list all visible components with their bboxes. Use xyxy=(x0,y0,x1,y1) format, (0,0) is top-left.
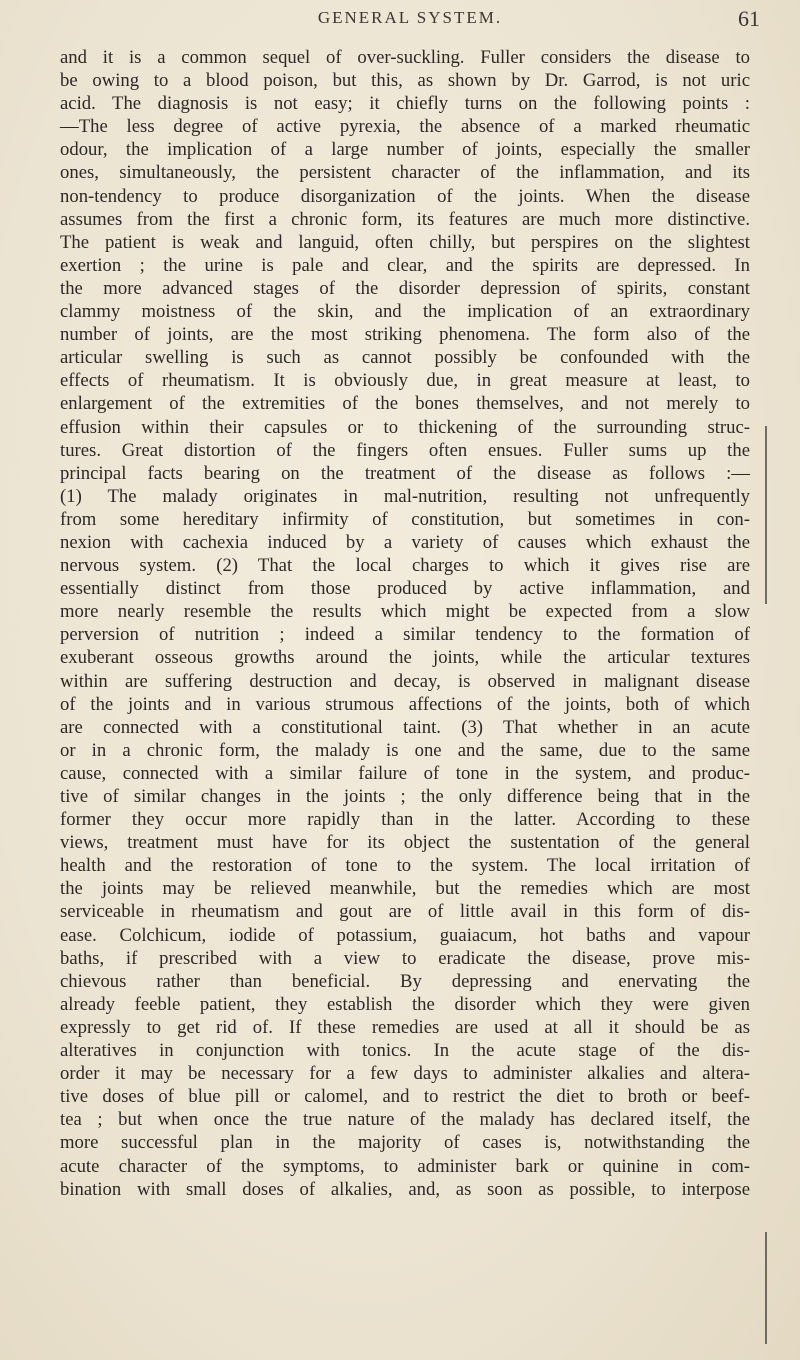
text-line: —The less degree of active pyrexia, the absence of a marked rheumatic xyxy=(60,116,750,138)
text-line: odour, the implication of a large number of joints, especially the smaller xyxy=(60,139,750,161)
text-line: and it is a common sequel of over-suckling. Fuller considers the disease to xyxy=(60,47,750,68)
text-line: more successful plan in the majority of cases is, notwithstanding the xyxy=(60,1132,750,1154)
text-line: are connected with a constitutional taint. (3) That whether in an acute xyxy=(60,716,750,738)
text-line: within are suffering destruction and decay, is observed in malignant disease xyxy=(60,670,750,692)
text-line: tive of similar changes in the joints ; the only difference being that in the xyxy=(60,786,750,807)
text-line: perversion of nutrition ; indeed a similar tendency to the formation of xyxy=(60,624,750,646)
running-head xyxy=(60,6,760,36)
text-line: be owing to a blood poison, but this, as shown by Dr. Garrod, is not uric xyxy=(60,70,750,92)
text-line: alteratives in conjunction with tonics. In the acute stage of the dis- xyxy=(60,1040,750,1062)
text-line: number of joints, are the most striking phenomena. The form also of the xyxy=(60,324,750,346)
text-line: non-tendency to produce disorganization of the joints. When the disease xyxy=(60,185,750,207)
text-line: acute character of the symptoms, to administer bark or quinine in com- xyxy=(60,1155,750,1177)
text-line: expressly to get rid of. If these remedies are used at all it should be as xyxy=(60,1016,750,1038)
margin-scan-mark-lower xyxy=(765,1232,767,1344)
text-line: effusion within their capsules or to thickening of the surrounding struc- xyxy=(60,416,750,438)
text-line: principal facts bearing on the treatment of the disease as follows :— xyxy=(60,462,750,484)
text-line: the joints may be relieved meanwhile, but the remedies which are most xyxy=(60,878,750,900)
text-line: essentially distinct from those produced by active inflammation, and xyxy=(60,578,750,600)
text-line: order it may be necessary for a few days to administer alkalies and altera- xyxy=(60,1063,750,1085)
text-line: chievous rather than beneficial. By depressing and enervating the xyxy=(60,970,750,992)
margin-scan-mark-upper xyxy=(765,426,767,604)
text-line: enlargement of the extremities of the bones themselves, and not merely to xyxy=(60,393,750,415)
text-line: assumes from the first a chronic form, its features are much more distinctive. xyxy=(60,208,750,230)
running-head-title: GENERAL SYSTEM. xyxy=(317,8,503,27)
text-line: already feeble patient, they establish the disorder which they were given xyxy=(60,993,750,1015)
text-line: bination with small doses of alkalies, and, as soon as possible, to interpose xyxy=(60,1178,750,1200)
text-line: tures. Great distortion of the fingers often ensues. Fuller sums up the xyxy=(60,439,750,461)
text-line: articular swelling is such as cannot possibly be confounded with the xyxy=(60,347,750,369)
text-line: more nearly resemble the results which might be expected from a slow xyxy=(60,601,750,623)
text-line: tive doses of blue pill or calomel, and to restrict the diet to broth or beef- xyxy=(60,1086,750,1108)
text-line: The patient is weak and languid, often chilly, but perspires on the slightest xyxy=(60,231,750,253)
text-line: (1) The malady originates in mal-nutrition, resulting not unfrequently xyxy=(60,485,750,507)
text-line: views, treatment must have for its object the sustentation of the general xyxy=(60,832,750,854)
text-line: exertion ; the urine is pale and clear, and the spirits are depressed. In xyxy=(60,254,750,276)
text-line: nervous system. (2) That the local charges to which it gives rise are xyxy=(60,555,750,577)
text-line: or in a chronic form, the malady is one and the same, due to the same xyxy=(60,739,750,761)
text-line: acid. The diagnosis is not easy; it chiefly turns on the following points : xyxy=(60,93,750,115)
body-paragraph xyxy=(60,46,750,1201)
text-line: nexion with cachexia induced by a variety of causes which exhaust the xyxy=(60,531,750,553)
text-line: health and the restoration of tone to the system. The local irritation of xyxy=(60,855,750,877)
text-line: the more advanced stages of the disorder depression of spirits, constant xyxy=(60,277,750,299)
text-line: clammy moistness of the skin, and the implication of an extraordinary xyxy=(60,301,750,323)
text-line: effects of rheumatism. It is obviously due, in great measure at least, to xyxy=(60,370,750,392)
text-line: ones, simultaneously, the persistent character of the inflammation, and its xyxy=(60,162,750,184)
text-line: serviceable in rheumatism and gout are of little avail in this form of dis- xyxy=(60,901,750,923)
text-line: ease. Colchicum, iodide of potassium, guaiacum, hot baths and vapour xyxy=(60,924,750,946)
text-line: cause, connected with a similar failure of tone in the system, and produc- xyxy=(60,762,750,784)
text-line: baths, if prescribed with a view to eradicate the disease, prove mis- xyxy=(60,947,750,969)
text-line: of the joints and in various strumous affections of the joints, both of which xyxy=(60,693,750,715)
text-line: former they occur more rapidly than in the latter. According to these xyxy=(60,809,750,831)
text-line: from some hereditary infirmity of constitution, but sometimes in con- xyxy=(60,508,750,530)
page-number: 61 xyxy=(738,6,760,31)
text-line: tea ; but when once the true nature of the malady has declared itself, the xyxy=(60,1109,750,1131)
text-line: exuberant osseous growths around the joints, while the articular textures xyxy=(60,647,750,669)
